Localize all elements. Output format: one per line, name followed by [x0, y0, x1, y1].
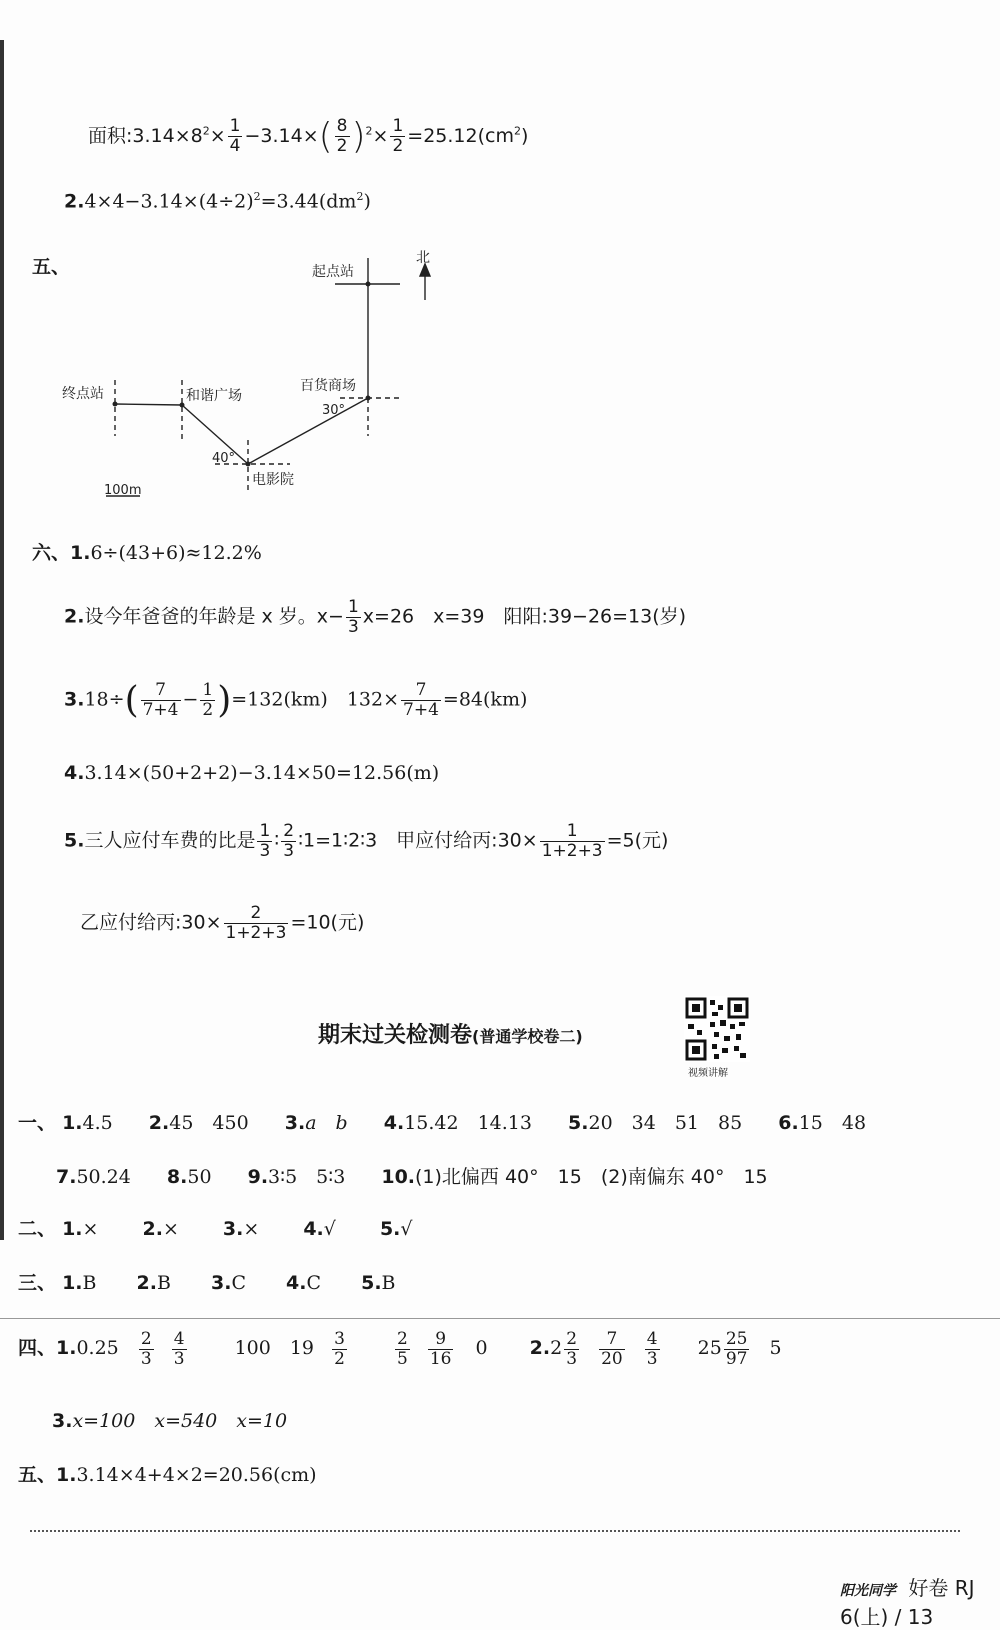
answer: 5 [769, 1337, 782, 1360]
part4-row1 [18, 1330, 782, 1368]
q-number: 2. [136, 1272, 157, 1294]
frac-denominator: 3 [347, 616, 359, 637]
part4-q3 [52, 1406, 287, 1433]
q-frac [200, 681, 215, 719]
answer: 15 48 [798, 1112, 867, 1134]
part-two-label: 二、 [18, 1218, 57, 1240]
q-text: ∶ [274, 829, 280, 852]
q-number: 5. [379, 1218, 401, 1240]
answer: 4.5 [82, 1112, 113, 1134]
frac-denominator: 16 [429, 1348, 452, 1369]
answer: C [306, 1272, 322, 1294]
terminal-to-hexie [115, 404, 182, 405]
part-one-label: 一、 [18, 1112, 57, 1134]
q-number: 10. [381, 1166, 416, 1188]
paren-open: ( [124, 680, 139, 721]
q-number: 3. [284, 1112, 306, 1134]
answer: 20 34 51 85 [588, 1112, 743, 1134]
frac-denominator: 3 [173, 1348, 185, 1369]
answer-frac [645, 1330, 660, 1368]
frac-denominator: 2 [334, 1348, 345, 1369]
q-frac [224, 904, 289, 942]
q2-close: ) [363, 190, 371, 213]
scale-label: 100m [104, 483, 142, 498]
q-number: 4. [303, 1218, 324, 1240]
q-number: 3. [64, 688, 85, 711]
q2-result: =3.44(dm [260, 190, 357, 213]
footer [840, 1572, 1000, 1630]
answer: B [82, 1272, 97, 1294]
q-number: 3. [222, 1218, 244, 1240]
frac-numerator: 4 [173, 1329, 185, 1349]
frac-numerator: 7 [401, 681, 441, 701]
frac-denominator: 2 [202, 700, 214, 720]
frac-numerator: 7 [599, 1330, 625, 1350]
answer: 2 [550, 1337, 563, 1360]
answer: 3.14×4+4×2=20.56(cm) [76, 1464, 317, 1486]
answer-frac [332, 1330, 347, 1368]
part1-row1 [18, 1108, 866, 1135]
q-number: 1. [56, 1337, 77, 1360]
frac-denominator: 3 [646, 1348, 658, 1369]
answer: C [231, 1272, 246, 1294]
frac-numerator: 2 [224, 904, 289, 924]
q-number: 7. [56, 1166, 77, 1188]
q-number: 3. [52, 1410, 73, 1432]
q-text: ∶1=1∶2∶3 甲应付给丙:30× [298, 829, 538, 852]
answer: 50.24 [76, 1166, 131, 1188]
area-times2: × [372, 125, 389, 147]
q-text: =84(km) [442, 688, 528, 711]
area-exp3: 2 [513, 124, 521, 138]
frac-denominator: 97 [725, 1348, 748, 1369]
answer: 100 19 [234, 1337, 315, 1360]
q-frac [401, 681, 441, 719]
answer: 25 [697, 1337, 722, 1360]
frac-numerator: 3 [334, 1329, 345, 1349]
area-close: ) [520, 125, 529, 147]
frac-denominator: 7+4 [403, 700, 439, 720]
sec6-q4 [64, 762, 439, 784]
paren-close: ) [217, 680, 232, 721]
answer: × [82, 1218, 99, 1240]
q-frac [141, 681, 181, 719]
q-number: 1. [62, 1218, 83, 1240]
q-number: 1. [56, 1464, 77, 1486]
answer: 3∶5 5∶3 [268, 1166, 346, 1188]
answer: 15.42 14.13 [404, 1112, 532, 1134]
q-frac [257, 822, 272, 860]
brand-logo: 阳光同学 [840, 1583, 896, 1599]
q-number: 4. [383, 1112, 405, 1134]
q-text: =10(元) [290, 911, 365, 934]
q-text: 3.14×(50+2+2)−3.14×50=12.56(m) [84, 762, 440, 784]
answer-frac [599, 1330, 625, 1368]
answer-frac [139, 1330, 154, 1368]
q-text: 三人应付车费的比是 [84, 829, 256, 852]
q-text: 18÷ [84, 688, 125, 711]
page-edge [0, 40, 4, 1240]
area-frac1 [228, 117, 243, 155]
frac-denominator: 3 [259, 840, 271, 861]
answer: x=100 x=540 x=10 [72, 1410, 288, 1432]
frac-denominator: 3 [283, 840, 295, 861]
frac-numerator: 1 [202, 680, 214, 701]
frac-numerator: 1 [392, 116, 404, 137]
section-five-label: 五、 [32, 256, 71, 278]
frac-numerator: 2 [140, 1329, 152, 1349]
baihuo-dot [366, 396, 371, 401]
part2-row [18, 1214, 413, 1241]
q-number: 2. [64, 605, 85, 628]
route-map [0, 240, 460, 510]
frac-denominator: 1+2+3 [541, 840, 603, 861]
frac-numerator: 2 [566, 1329, 578, 1349]
q-number: 1. [70, 542, 91, 564]
area-mid: −3.14× [244, 125, 319, 147]
frac-numerator: 4 [646, 1329, 658, 1349]
q-number: 2. [529, 1337, 551, 1360]
cinema-label: 电影院 [252, 472, 294, 488]
q-number: 2. [142, 1218, 163, 1240]
area-exp1: 2 [202, 124, 210, 138]
frac-denominator: 5 [396, 1348, 408, 1369]
q-number: 4. [286, 1272, 307, 1294]
answer: B [156, 1272, 171, 1294]
q-number: 5. [64, 829, 85, 852]
answer: (1)北偏西 40° 15 (2)南偏东 40° 15 [415, 1166, 768, 1188]
sec6-q2 [64, 598, 686, 636]
q-text: − [182, 688, 199, 711]
q-number: 1. [62, 1112, 83, 1134]
answer: 0.25 [76, 1337, 119, 1360]
start-dot [366, 282, 371, 287]
area-frac3 [390, 117, 405, 155]
area-exp2: 2 [365, 124, 373, 138]
q2-exp2: 2 [356, 190, 364, 203]
q-number: 2. [148, 1112, 170, 1134]
area-times1: × [209, 125, 226, 147]
qr-code-icon[interactable] [684, 996, 750, 1062]
footer-divider [30, 1530, 960, 1532]
exam-subtitle: (普通学校卷二) [472, 1027, 583, 1046]
sec6-q1 [32, 538, 262, 565]
frac-numerator: 9 [428, 1330, 454, 1350]
q2-text: 4×4−3.14×(4÷2) [84, 190, 254, 213]
answer-frac [724, 1330, 750, 1368]
area-prefix: 面积:3.14×8 [88, 125, 203, 147]
q-number: 8. [166, 1166, 188, 1188]
angle-40-label: 40° [212, 451, 236, 466]
frac-numerator: 1 [229, 116, 241, 137]
q-number: 6. [778, 1112, 799, 1134]
q-frac [540, 822, 605, 860]
answer: 50 [187, 1166, 212, 1188]
q-number: 2. [64, 190, 85, 213]
paren-close: ) [351, 116, 366, 157]
q-number: 1. [62, 1272, 83, 1294]
section-divider [0, 1318, 1000, 1319]
q-text: 6÷(43+6)≈12.2% [90, 542, 262, 564]
frac-numerator: 25 [725, 1329, 748, 1349]
frac-numerator: 1 [259, 821, 271, 841]
frac-numerator: 1 [540, 822, 605, 842]
frac-denominator: 20 [601, 1348, 623, 1369]
q-number: 3. [211, 1272, 232, 1294]
q-frac [346, 598, 361, 636]
angle-30-label: 30° [322, 403, 346, 418]
q-number: 9. [247, 1166, 269, 1188]
answer: B [381, 1272, 396, 1294]
q-text: 乙应付给丙:30× [80, 911, 222, 934]
sec6-q5 [64, 822, 668, 860]
frac-denominator: 2 [392, 136, 404, 156]
sec6-q3 [64, 680, 527, 721]
q-text: x=26 x=39 阳阳:39−26=13(岁) [362, 605, 687, 628]
part-five-label: 五、 [18, 1464, 57, 1486]
department-store-label: 百货商场 [300, 378, 356, 394]
frac-numerator: 2 [396, 1329, 408, 1349]
frac-numerator: 8 [336, 116, 348, 137]
q-number: 5. [361, 1272, 382, 1294]
answer-frac [428, 1330, 454, 1368]
frac-numerator: 1 [347, 597, 359, 617]
frac-denominator: 2 [336, 136, 348, 156]
frac-numerator: 7 [141, 681, 181, 701]
answer: 45 450 [169, 1112, 249, 1134]
answer-frac [564, 1330, 579, 1368]
hexie-dot [180, 403, 185, 408]
answer: 0 [475, 1337, 488, 1360]
answer: √ [323, 1218, 336, 1240]
frac-denominator: 3 [566, 1348, 578, 1369]
answer: a b [305, 1112, 348, 1134]
q-text: =132(km) 132× [231, 688, 400, 711]
exam-title-text: 期末过关检测卷 [318, 1023, 473, 1048]
frac-numerator: 2 [283, 821, 295, 841]
frac-denominator: 7+4 [142, 700, 179, 720]
section-six-label: 六、 [32, 542, 71, 564]
frac-denominator: 1+2+3 [225, 922, 287, 943]
answer-frac [172, 1330, 187, 1368]
frac-denominator: 4 [229, 136, 241, 156]
part-four-label: 四、 [18, 1337, 57, 1360]
terminal-dot [113, 402, 118, 407]
hexie-square-label: 和谐广场 [186, 388, 242, 404]
answer: √ [400, 1218, 413, 1240]
part3-row [18, 1268, 396, 1295]
answer: × [243, 1218, 260, 1240]
area-frac2 [335, 117, 350, 155]
area-result: =25.12(cm [407, 125, 514, 147]
north-label: 北 [416, 250, 430, 266]
part5-row [18, 1460, 317, 1487]
frac-denominator: 3 [140, 1348, 152, 1369]
exam-title [318, 1018, 583, 1049]
cinema-dot [246, 462, 251, 467]
answer-frac [395, 1330, 410, 1368]
cinema-to-baihuo [248, 398, 368, 464]
qr-label: 视频讲解 [688, 1068, 728, 1079]
q-frac [281, 822, 296, 860]
area-line [88, 116, 528, 157]
q2-exp: 2 [253, 190, 261, 203]
paren-open: ( [318, 116, 333, 157]
q2-line [64, 190, 371, 212]
answer: × [162, 1218, 179, 1240]
q-number: 4. [64, 762, 85, 784]
q-text: 设今年爸爸的年龄是 x 岁。x− [84, 605, 344, 628]
q-number: 5. [568, 1112, 589, 1134]
start-station-label: 起点站 [312, 264, 354, 280]
part1-row2 [56, 1162, 768, 1189]
part-three-label: 三、 [18, 1272, 57, 1294]
terminal-station-label: 终点站 [62, 386, 104, 402]
sec6-q6 [80, 904, 364, 942]
q-text: =5(元) [606, 829, 669, 852]
footer-text: 好卷 RJ 6(上) / 13 [840, 1576, 975, 1629]
